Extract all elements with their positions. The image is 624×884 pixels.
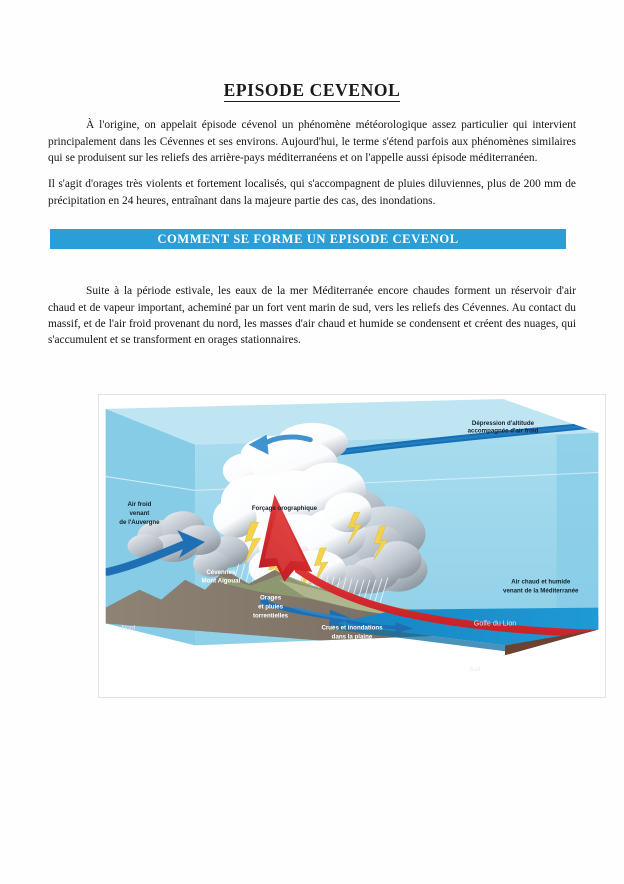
label-cold-air-line1: Air froid [127, 501, 152, 509]
label-depression-line1: Dépression d'altitude [471, 419, 535, 427]
section-banner [50, 229, 566, 249]
paragraph-formation [48, 283, 576, 348]
label-storms-line2: et pluies [258, 603, 284, 611]
cevenol-episode-diagram [98, 394, 606, 698]
label-floods-line2: dans la plaine [331, 633, 373, 641]
label-cevennes-line1: Cévennes [206, 568, 236, 576]
label-storms-line1: Orages [259, 594, 282, 602]
label-orographic-forcing: Forçage orographique [251, 505, 318, 513]
label-warm-air-line2: venant de la Méditerranée [503, 587, 579, 595]
diagram-svg [99, 395, 605, 697]
box-right-face [557, 433, 599, 636]
label-cold-air-line3: de l'Auvergne [119, 519, 160, 527]
label-north: Nord [121, 624, 136, 632]
paragraph-intro-1 [48, 117, 576, 166]
label-floods-line3: (Vidourle, Gardon, Cèze, etc.) [309, 642, 395, 650]
page-title [0, 80, 624, 101]
label-storms-line3: torrentielles [252, 612, 289, 620]
section-banner-label: COMMENT SE FORME UN EPISODE CEVENOL [157, 231, 459, 246]
label-floods-line1: Crues et inondations [321, 624, 383, 632]
label-south: Sud [469, 666, 481, 674]
page-title-text: EPISODE CEVENOL [223, 79, 401, 100]
paragraph-formation-text: Suite à la période estivale, les eaux de la mer Méditerranée encore chaudes forment un réservoir d'air chaud et de vapeur important, acheminé par un fort vent marin de sud, vers les reliefs des Cévennes. Au contact du massif, et de l'air froid provenant du nord, les masses d'air chaud et humide se condensent et créent des nuages, qui s'accumulent et se transforment en orages stationnaires. [48, 285, 576, 347]
paragraph-intro-1-text: À l'origine, on appelait épisode cévenol un phénomène météorologique assez particulier qui intervient principalement dans les Cévennes et ses environs. Aujourd'hui, le terme s'étend parfois aux phénomènes similaires qui se produisent sur les reliefs des arrière-pays méditerranéens et on l'appelle aussi épisode méditerranéen. [48, 119, 576, 164]
label-depression-line2: accompagnée d'air froid [467, 427, 539, 435]
label-golfe-du-lion: Golfe du Lion [473, 619, 517, 628]
label-warm-air-line1: Air chaud et humide [511, 578, 571, 586]
paragraph-intro-2: Il s'agit d'orages très violents et fortement localisés, qui s'accompagnent de pluies diluviennes, plus de 200 mm de précipitation en 24 heures, entraînant dans la majeure partie des cas, des inondations. [48, 178, 576, 207]
label-cevennes-line2: Mont Aigoual [201, 577, 241, 585]
ground-front-face-inner [195, 645, 505, 683]
label-cold-air-line2: venant [129, 510, 150, 518]
